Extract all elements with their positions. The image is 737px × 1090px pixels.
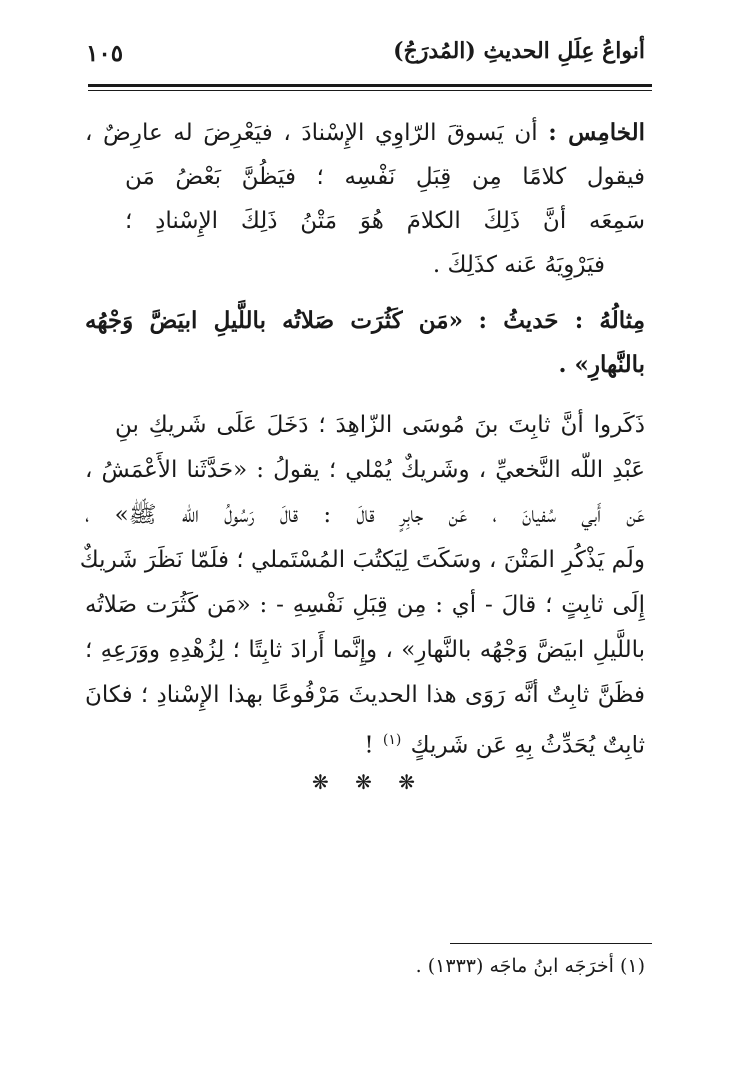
example-hadith-text: «مَن كَثُرَت صَلاتُه باللَّيلِ ابيَضَّ وَجْهُه	[85, 307, 464, 334]
running-header-title: أنواعُ عِلَلِ الحديثِ (المُدرَجُ)	[393, 38, 645, 64]
example-line-1	[85, 300, 645, 342]
footnote-reference[interactable]: (١)	[382, 732, 402, 748]
section-separator: ❋ ❋ ❋	[312, 770, 425, 794]
story-line-5: إِلَى ثابِتٍ ؛ قالَ - أي : مِن قِبَلِ نَفْسِهِ - : «مَن كَثُرَت صَلاتُه	[85, 592, 645, 618]
story-line-2: عَبْدِ اللّه النَّخعيِّ ، وشَريكٌ يُمْلي ؛ يقولُ : «حَدَّثَنا الأَعْمَشُ ،	[85, 457, 645, 483]
header-rule	[88, 84, 652, 91]
definition-line-4: فيَرْوِيَهُ عَنه كذَلِكَ .	[432, 252, 605, 278]
story-last-line: ثابِتٌ يُحَدِّثُ بِهِ عَن شَريكٍ	[410, 732, 645, 759]
definition-line-2: فيقول كلامًا مِن قِبَلِ نَفْسِه ؛ فيَظُنَّ بَعْضُ مَن	[125, 164, 645, 190]
story-line-4: ولَم يَذْكُرِ المَتْنَ ، وسَكَتَ لِيَكتُبَ المُسْتَملي ؛ فلَمّا نَظَرَ شَريكٌ	[79, 547, 645, 573]
story-line-7: فظَنَّ ثابِتٌ أنَّه رَوَى هذا الحديثَ مَرْفُوعًا بهذا الإِسْنادِ ؛ فكانَ	[85, 682, 645, 708]
example-label: مِثالُهُ : حَديثُ :	[478, 307, 646, 334]
story-exclamation: !	[364, 732, 374, 759]
story-line-3: عَن أَبي سُفيانَ ، عَن جابِرٍ قالَ : قالَ رَسُولُ اللّه ﷺ» ،	[85, 502, 645, 528]
definition-term: الخامِس :	[548, 119, 645, 146]
definition-line-1	[85, 112, 645, 154]
definition-text: أن يَسوقَ الرّاوِي الإِسْنادَ ، فيَعْرِضَ له عارِضٌ ،	[85, 120, 538, 146]
story-line-1: ذَكَروا أنَّ ثابِتَ بنَ مُوسَى الزّاهِدَ ؛ دَخَلَ عَلَى شَريكِ بنِ	[115, 412, 645, 438]
footnote-text: (١) أخرَجَه ابنُ ماجَه (١٣٣٣) .	[415, 955, 645, 977]
page-number: ١٠٥	[86, 40, 124, 67]
story-line-6: باللَّيلِ ابيَضَّ وَجْهُه بالنَّهارِ» ، وإِنَّما أَرادَ ثابِتًا ؛ لِزُهْدِهِ ووَرَعِهِ ؛	[85, 637, 645, 663]
example-hadith-end: بالنَّهارِ» .	[558, 351, 645, 378]
example-line-2	[85, 344, 645, 386]
definition-line-3: سَمِعَه أنَّ ذَلِكَ الكلامَ هُوَ مَتْنُ ذَلِكَ الإِسْنادِ ؛	[125, 208, 645, 234]
story-line-8	[85, 719, 645, 767]
footnote-rule	[450, 943, 652, 944]
